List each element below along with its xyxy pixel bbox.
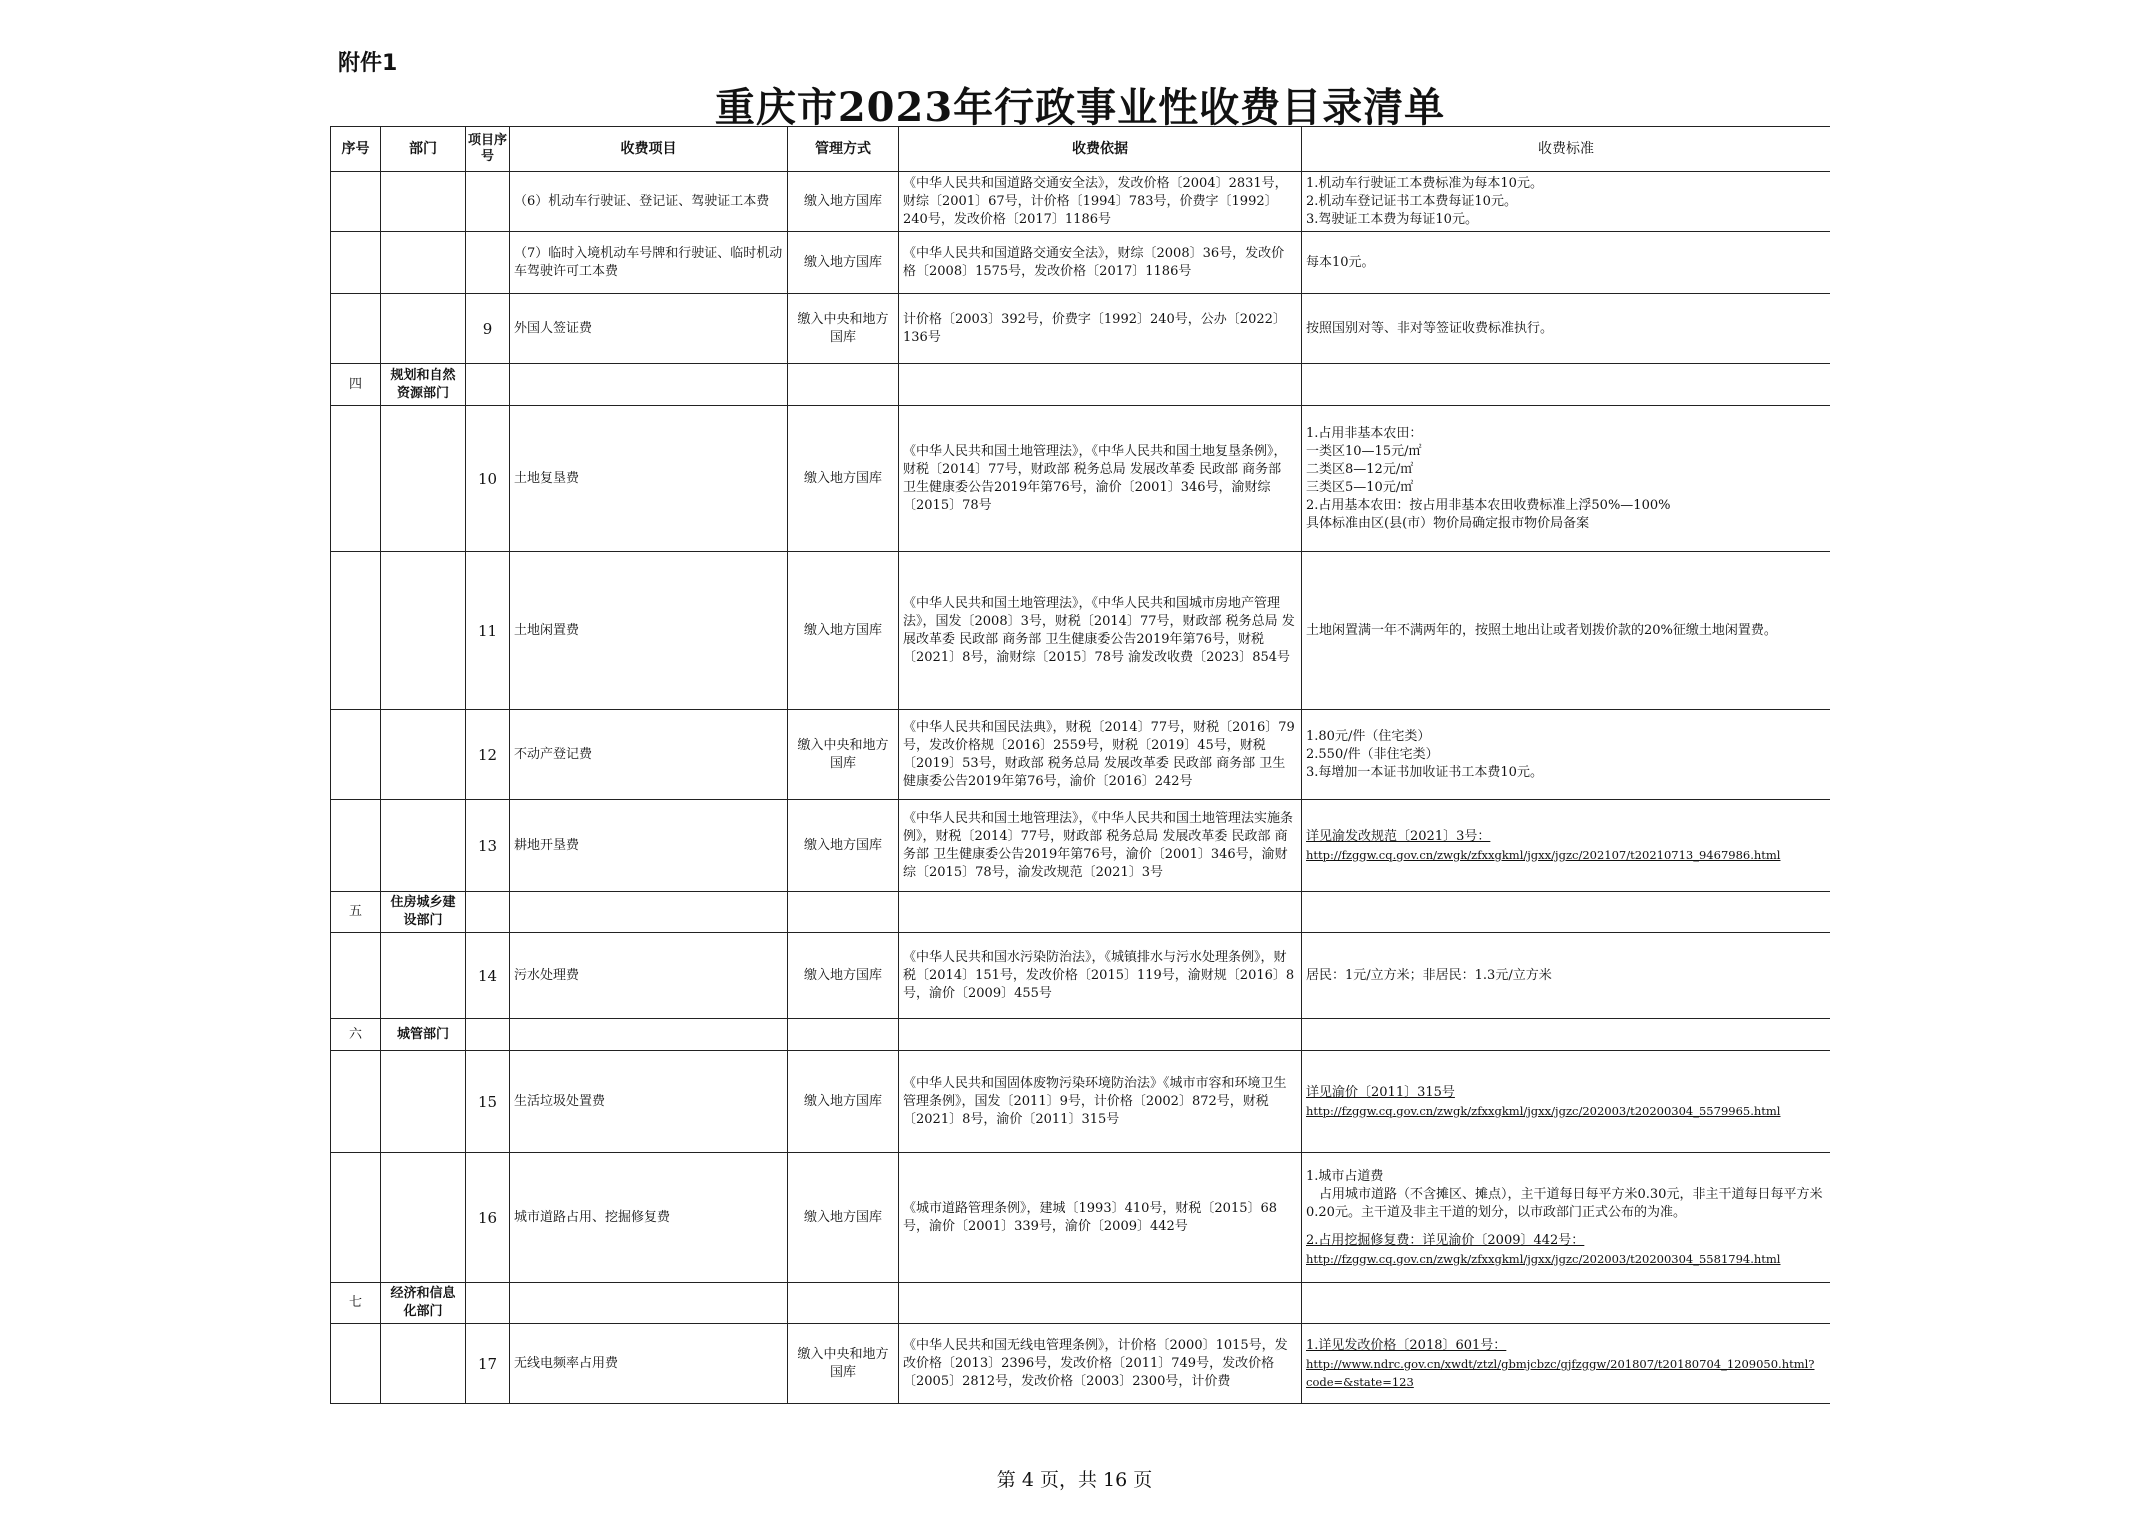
cell-seq: [331, 294, 381, 364]
cell-dept: [381, 552, 466, 710]
cell-mgmt: 缴入地方国库: [788, 406, 899, 552]
standard-line: 3.驾驶证工本费为每证10元。: [1306, 211, 1478, 227]
cell-dept: [381, 232, 466, 294]
table-header-row: [331, 127, 1831, 172]
standard-line: 3.每增加一本证书加收证书工本费10元。: [1306, 764, 1543, 780]
cell-item: 无线电频率占用费: [510, 1324, 788, 1404]
standard-line: 2.占用基本农田：按占用非基本农田收费标准上浮50%—100%: [1306, 497, 1671, 513]
standard-reference-link[interactable]: 详见渝价〔2011〕315号: [1306, 1084, 1455, 1100]
cell-item: 土地复垦费: [510, 406, 788, 552]
cell-item: 土地闲置费: [510, 552, 788, 710]
cell-standard: [1302, 933, 1831, 1019]
cell-mgmt: 缴入地方国库: [788, 232, 899, 294]
cell-seq: [331, 800, 381, 892]
section-number: 四: [331, 364, 381, 406]
cell-basis: 《中华人民共和国固体废物污染环境防治法》《城市市容和环境卫生管理条例》，国发〔2011〕9号，计价格〔2002〕872号，财税〔2021〕8号，渝价〔2011〕315号: [899, 1051, 1302, 1153]
cell-standard: [1302, 1153, 1831, 1283]
standard-line: 居民：1元/立方米；非居民：1.3元/立方米: [1306, 967, 1552, 983]
empty-cell: [899, 364, 1302, 406]
table-row: [331, 710, 1831, 800]
standard-line: 1.80元/件（住宅类）: [1306, 728, 1431, 744]
table-row: [331, 933, 1831, 1019]
fee-table: [330, 126, 1830, 1404]
empty-cell: [788, 1283, 899, 1324]
cell-standard: [1302, 172, 1831, 232]
standard-line: 占用城市道路（不含摊区、摊点），主干道每日每平方米0.30元，非主干道每日每平方米0.20元。主干道及非主干道的划分，以市政部门正式公布的为准。: [1306, 1186, 1823, 1220]
empty-cell: [510, 364, 788, 406]
cell-item: 生活垃圾处置费: [510, 1051, 788, 1153]
empty-cell: [1302, 892, 1831, 933]
cell-standard: [1302, 710, 1831, 800]
cell-basis: 《中华人民共和国道路交通安全法》，发改价格〔2004〕2831号，财综〔2001〕67号，计价格〔1994〕783号，价费字〔1992〕240号，发改价格〔2017〕1186号: [899, 172, 1302, 232]
cell-item: 耕地开垦费: [510, 800, 788, 892]
cell-basis: 《中华人民共和国土地管理法》，《中华人民共和国城市房地产管理法》，国发〔2008〕3号，财税〔2014〕77号，财政部 税务总局 发展改革委 民政部 商务部 卫生健康委公告2019年第76号，财税〔2021〕8号，渝财综〔2015〕78号 渝发改收费〔2023〕854号: [899, 552, 1302, 710]
empty-cell: [788, 364, 899, 406]
cell-seq: [331, 232, 381, 294]
cell-item-seq: 14: [466, 933, 510, 1019]
cell-item-seq: 15: [466, 1051, 510, 1153]
cell-basis: 计价格〔2003〕392号，价费字〔1992〕240号，公办〔2022〕136号: [899, 294, 1302, 364]
standard-reference-link[interactable]: 1.详见发改价格〔2018〕601号：: [1306, 1337, 1507, 1353]
cell-seq: [331, 933, 381, 1019]
empty-cell: [1302, 364, 1831, 406]
cell-dept: [381, 800, 466, 892]
cell-item: 不动产登记费: [510, 710, 788, 800]
page-footer: 第 4 页，共 16 页: [996, 1469, 1153, 1491]
section-row: [331, 892, 1831, 933]
empty-cell: [466, 892, 510, 933]
cell-mgmt: 缴入中央和地方国库: [788, 710, 899, 800]
section-department: 经济和信息化部门: [381, 1283, 466, 1324]
standard-url-link[interactable]: http://fzggw.cq.gov.cn/zwgk/zfxxgkml/jgxx/jgzc/202107/t20210713_9467986.html: [1306, 847, 1781, 862]
cell-item: 城市道路占用、挖掘修复费: [510, 1153, 788, 1283]
header-dept: 部门: [381, 127, 466, 172]
section-number: 七: [331, 1283, 381, 1324]
empty-cell: [510, 1019, 788, 1051]
section-department: 住房城乡建设部门: [381, 892, 466, 933]
standard-url-link[interactable]: http://fzggw.cq.gov.cn/zwgk/zfxxgkml/jgxx/jgzc/202003/t20200304_5581794.html: [1306, 1251, 1781, 1266]
table-row: [331, 406, 1831, 552]
table-body: [331, 172, 1831, 1404]
standard-line: 一类区10—15元/㎡: [1306, 443, 1422, 459]
cell-item: 污水处理费: [510, 933, 788, 1019]
header-item-seq: 项目序号: [466, 127, 510, 172]
cell-seq: [331, 172, 381, 232]
cell-item-seq: 12: [466, 710, 510, 800]
fee-table-container: [330, 126, 1830, 1430]
standard-line: 具体标准由区(县(市）物价局确定报市物价局备案: [1306, 515, 1590, 531]
page-title: 重庆市2023年行政事业性收费目录清单: [714, 84, 1446, 131]
standard-line: 2.机动车登记证书工本费每证10元。: [1306, 193, 1517, 209]
cell-mgmt: 缴入地方国库: [788, 552, 899, 710]
cell-basis: 《中华人民共和国无线电管理条例》，计价格〔2000〕1015号，发改价格〔2013〕2396号，发改价格〔2011〕749号，发改价格〔2005〕2812号，发改价格〔2003〕2300号，计价费: [899, 1324, 1302, 1404]
empty-cell: [466, 1019, 510, 1051]
cell-item-seq: 11: [466, 552, 510, 710]
section-number: 六: [331, 1019, 381, 1051]
section-number: 五: [331, 892, 381, 933]
cell-mgmt: 缴入中央和地方国库: [788, 1324, 899, 1404]
cell-mgmt: 缴入中央和地方国库: [788, 294, 899, 364]
cell-dept: [381, 1324, 466, 1404]
cell-seq: [331, 552, 381, 710]
empty-cell: [1302, 1019, 1831, 1051]
cell-item: （7）临时入境机动车号牌和行驶证、临时机动车驾驶许可工本费: [510, 232, 788, 294]
section-department: 城管部门: [381, 1019, 466, 1051]
standard-line: 二类区8—12元/㎡: [1306, 461, 1414, 477]
cell-seq: [331, 1051, 381, 1153]
header-seq: 序号: [331, 127, 381, 172]
cell-standard: [1302, 1051, 1831, 1153]
cell-dept: [381, 172, 466, 232]
cell-basis: 《中华人民共和国土地管理法》，《中华人民共和国土地复垦条例》，财税〔2014〕77号，财政部 税务总局 发展改革委 民政部 商务部 卫生健康委公告2019年第76号，渝价〔2001〕346号，渝财综〔2015〕78号: [899, 406, 1302, 552]
empty-cell: [899, 1283, 1302, 1324]
cell-mgmt: 缴入地方国库: [788, 1051, 899, 1153]
attachment-label: 附件1: [338, 51, 398, 76]
empty-cell: [899, 1019, 1302, 1051]
cell-standard: [1302, 800, 1831, 892]
header-item: 收费项目: [510, 127, 788, 172]
cell-mgmt: 缴入地方国库: [788, 172, 899, 232]
standard-line: 土地闲置满一年不满两年的，按照土地出让或者划拨价款的20%征缴土地闲置费。: [1306, 622, 1777, 638]
standard-line: 1.占用非基本农田：: [1306, 425, 1423, 441]
empty-cell: [466, 1283, 510, 1324]
standard-reference-link[interactable]: 详见渝发改规范〔2021〕3号：: [1306, 828, 1491, 844]
table-row: [331, 172, 1831, 232]
spacer: [1306, 1222, 1826, 1232]
empty-cell: [1302, 1283, 1831, 1324]
cell-dept: [381, 1153, 466, 1283]
cell-basis: 《中华人民共和国土地管理法》，《中华人民共和国土地管理法实施条例》，财税〔2014〕77号，财政部 税务总局 发展改革委 民政部 商务部 卫生健康委公告2019年第76号，渝价〔2001〕346号，渝财综〔2015〕78号，渝发改规范〔2021〕3号: [899, 800, 1302, 892]
empty-cell: [510, 1283, 788, 1324]
section-row: [331, 364, 1831, 406]
cell-mgmt: 缴入地方国库: [788, 933, 899, 1019]
empty-cell: [510, 892, 788, 933]
cell-item-seq: 10: [466, 406, 510, 552]
empty-cell: [466, 364, 510, 406]
standard-line: 按照国别对等、非对等签证收费标准执行。: [1306, 320, 1554, 336]
empty-cell: [899, 892, 1302, 933]
cell-standard: [1302, 406, 1831, 552]
cell-dept: [381, 933, 466, 1019]
cell-basis: 《中华人民共和国道路交通安全法》，财综〔2008〕36号，发改价格〔2008〕1575号，发改价格〔2017〕1186号: [899, 232, 1302, 294]
empty-cell: [788, 892, 899, 933]
cell-item-seq: 9: [466, 294, 510, 364]
cell-seq: [331, 1324, 381, 1404]
table-row: [331, 1324, 1831, 1404]
cell-standard: [1302, 294, 1831, 364]
cell-dept: [381, 406, 466, 552]
section-row: [331, 1283, 1831, 1324]
cell-mgmt: 缴入地方国库: [788, 1153, 899, 1283]
cell-item-seq: [466, 172, 510, 232]
cell-mgmt: 缴入地方国库: [788, 800, 899, 892]
empty-cell: [788, 1019, 899, 1051]
table-row: [331, 294, 1831, 364]
cell-standard: [1302, 232, 1831, 294]
table-row: [331, 1153, 1831, 1283]
cell-item-seq: [466, 232, 510, 294]
cell-seq: [331, 710, 381, 800]
standard-line: 1.机动车行驶证工本费标准为每本10元。: [1306, 175, 1543, 191]
standard-line: 三类区5—10元/㎡: [1306, 479, 1414, 495]
table-row: [331, 232, 1831, 294]
cell-seq: [331, 1153, 381, 1283]
standard-line: 每本10元。: [1306, 254, 1375, 270]
cell-dept: [381, 710, 466, 800]
table-row: [331, 800, 1831, 892]
standard-url-link[interactable]: http://www.ndrc.gov.cn/xwdt/ztzl/gbmjcbzc/gjfzggw/201807/t20180704_1209050.html?code=&state=123: [1306, 1356, 1815, 1389]
cell-item-seq: 13: [466, 800, 510, 892]
cell-basis: 《城市道路管理条例》，建城〔1993〕410号，财税〔2015〕68号，渝价〔2001〕339号，渝价〔2009〕442号: [899, 1153, 1302, 1283]
cell-standard: [1302, 1324, 1831, 1404]
cell-item-seq: 16: [466, 1153, 510, 1283]
header-standard: 收费标准: [1302, 127, 1831, 172]
header-basis: 收费依据: [899, 127, 1302, 172]
section-department: 规划和自然资源部门: [381, 364, 466, 406]
cell-item: （6）机动车行驶证、登记证、驾驶证工本费: [510, 172, 788, 232]
standard-line: 2.550/件（非住宅类）: [1306, 746, 1439, 762]
table-row: [331, 1051, 1831, 1153]
cell-dept: [381, 294, 466, 364]
cell-basis: 《中华人民共和国水污染防治法》，《城镇排水与污水处理条例》，财税〔2014〕151号，发改价格〔2015〕119号，渝财规〔2016〕8号，渝价〔2009〕455号: [899, 933, 1302, 1019]
header-mgmt: 管理方式: [788, 127, 899, 172]
table-row: [331, 552, 1831, 710]
cell-standard: [1302, 552, 1831, 710]
standard-url-link[interactable]: http://fzggw.cq.gov.cn/zwgk/zfxxgkml/jgxx/jgzc/202003/t20200304_5579965.html: [1306, 1103, 1781, 1118]
standard-reference-link[interactable]: 2.占用挖掘修复费：详见渝价〔2009〕442号：: [1306, 1232, 1585, 1248]
cell-item: 外国人签证费: [510, 294, 788, 364]
cell-basis: 《中华人民共和国民法典》，财税〔2014〕77号，财税〔2016〕79号，发改价格规〔2016〕2559号，财税〔2019〕45号，财税〔2019〕53号，财政部 税务总局 发展改革委 民政部 商务部 卫生健康委公告2019年第76号，渝价〔2016〕242号: [899, 710, 1302, 800]
cell-item-seq: 17: [466, 1324, 510, 1404]
cell-dept: [381, 1051, 466, 1153]
cell-seq: [331, 406, 381, 552]
standard-line: 1.城市占道费: [1306, 1168, 1384, 1184]
section-row: [331, 1019, 1831, 1051]
